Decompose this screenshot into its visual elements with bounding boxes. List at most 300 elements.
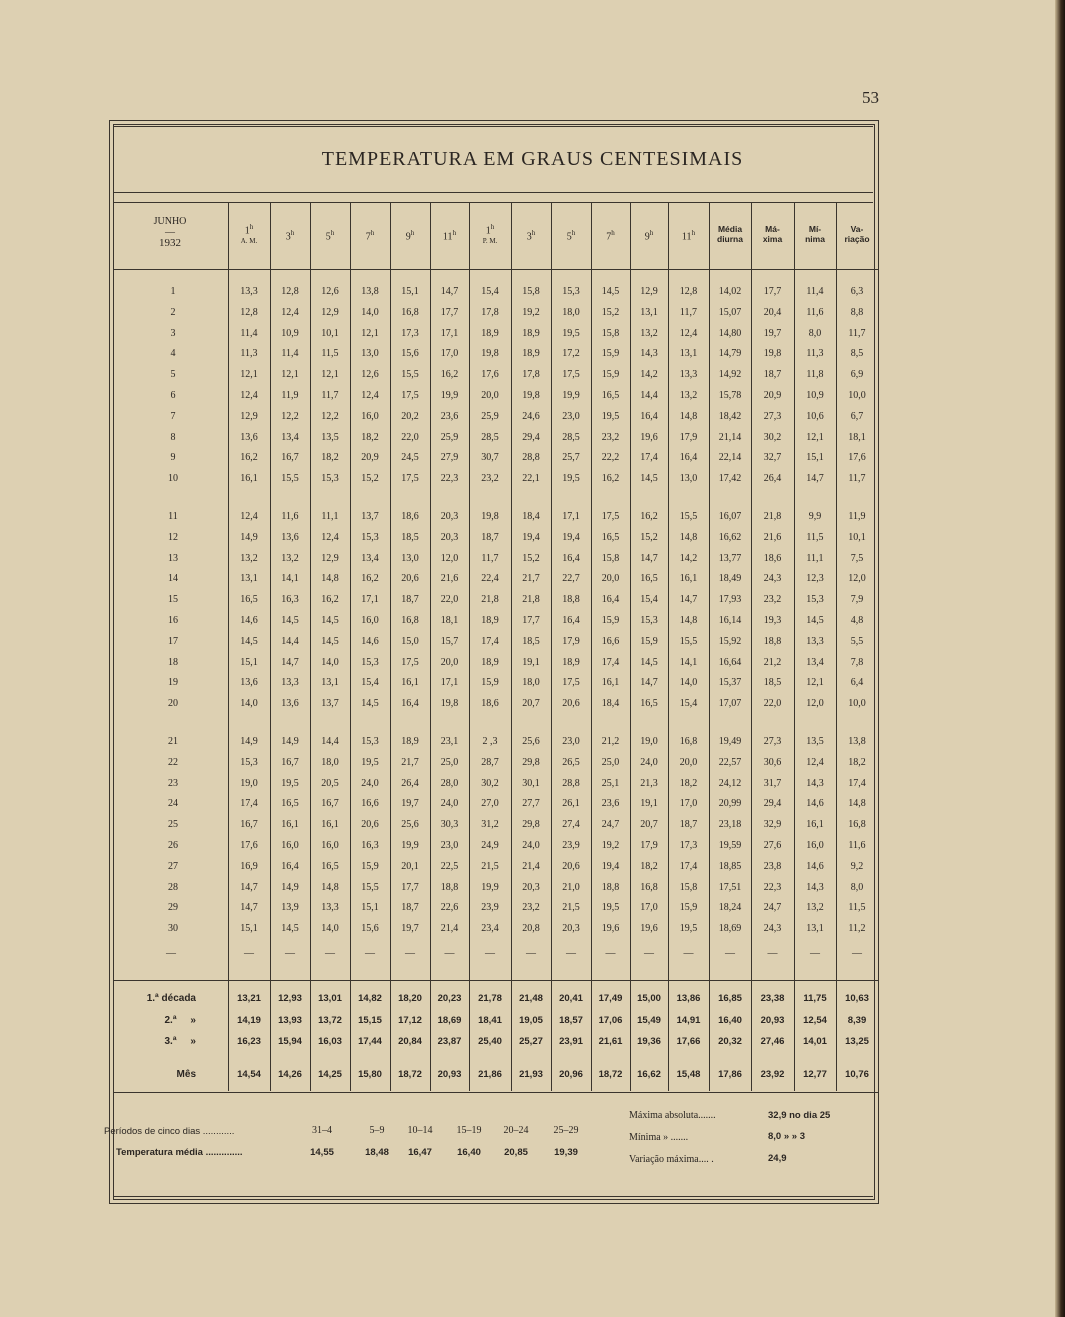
- table-cell: 19,8: [763, 348, 782, 360]
- table-cell: 17,1: [361, 594, 379, 606]
- table-cell: 28,5: [481, 431, 499, 443]
- table-cell: 14,6: [806, 798, 824, 810]
- table-cell: 17,6: [481, 369, 499, 381]
- table-cell: 21,6: [763, 531, 782, 543]
- table-cell: 15,3: [562, 286, 580, 297]
- summary-cell: 21,78: [478, 993, 502, 1004]
- table-cell: 12,4: [281, 306, 299, 318]
- table-cell: 16,8: [640, 881, 658, 893]
- min-label: Mínima » .......: [629, 1132, 689, 1143]
- period-mean: 20,85: [504, 1147, 528, 1158]
- table-cell: 15,4: [361, 677, 379, 689]
- month-cell: 16,62: [637, 1069, 661, 1080]
- table-cell: 15,5: [401, 369, 419, 381]
- table-cell: 14,4: [281, 635, 299, 647]
- table-cell: 10,6: [806, 410, 824, 422]
- table-cell: 21,4: [440, 923, 459, 935]
- table-cell: 14,9: [240, 736, 258, 747]
- table-cell: 14,0: [679, 677, 698, 689]
- table-cell: 16,5: [601, 531, 620, 543]
- table-cell: 24,7: [601, 819, 620, 831]
- table-cell: 14,8: [679, 615, 698, 626]
- table-cell: 14,8: [321, 881, 339, 893]
- hour-suffix: h: [691, 229, 696, 237]
- var-value: 24,9: [768, 1153, 787, 1164]
- summary-cell: 14,91: [676, 1015, 701, 1026]
- month-dash: —: [165, 227, 175, 238]
- day-number: 26: [168, 840, 178, 851]
- stat-header-line2: riação: [844, 234, 870, 244]
- table-cell: 23,2: [522, 902, 540, 914]
- hour-number: 7: [365, 231, 371, 243]
- table-cell: 20,99: [718, 798, 742, 810]
- table-cell: 23,2: [601, 431, 620, 443]
- table-cell: 16,2: [640, 511, 658, 522]
- table-cell: 22,1: [522, 473, 540, 485]
- table-cell: 17,0: [679, 798, 698, 810]
- table-cell: 7,5: [850, 552, 864, 564]
- table-cell: 15,6: [401, 348, 419, 360]
- hour-suffix: h: [452, 229, 457, 237]
- month-cell: 23,92: [760, 1069, 785, 1080]
- summary-cell: 8,39: [847, 1015, 867, 1026]
- summary-cell: 14,01: [803, 1036, 827, 1047]
- table-cell: 15,5: [281, 473, 299, 485]
- decade-label: 3.ª »: [164, 1036, 196, 1047]
- hour-number: 3: [285, 231, 291, 243]
- table-cell: 15,3: [640, 615, 658, 626]
- table-cell: 14,7: [240, 881, 258, 893]
- table-cell: 14,4: [640, 390, 658, 401]
- table-cell: 15,9: [601, 369, 620, 381]
- table-cell: 16,1: [679, 573, 698, 585]
- table-cell: 19,49: [718, 736, 742, 747]
- table-cell: 18,0: [562, 306, 580, 318]
- table-cell: 14,5: [321, 635, 339, 647]
- summary-cell: 17,66: [676, 1036, 701, 1047]
- table-cell: 8,5: [850, 348, 864, 360]
- day-number: 29: [168, 902, 178, 914]
- table-cell: 22,14: [718, 452, 742, 464]
- hour-suffix: h: [490, 223, 495, 231]
- table-cell: 17,7: [401, 881, 419, 893]
- table-cell: 14,3: [806, 881, 824, 893]
- table-cell: 13,2: [281, 552, 299, 564]
- table-cell: 17,9: [640, 840, 658, 851]
- table-cell: 7,9: [850, 594, 864, 606]
- table-cell: 20,5: [321, 777, 339, 789]
- table-cell: 15,9: [640, 635, 658, 647]
- period-mean: 16,47: [408, 1147, 432, 1158]
- dash-mark: —: [285, 948, 295, 959]
- day-number: 6: [170, 390, 176, 401]
- table-cell: 14,5: [601, 286, 620, 297]
- table-bottom-rule: [114, 1196, 873, 1197]
- table-cell: 20,6: [361, 819, 379, 831]
- table-cell: 23,18: [718, 819, 742, 831]
- table-cell: 13,1: [806, 923, 824, 935]
- table-cell: 11,1: [321, 511, 339, 522]
- table-cell: 23,6: [601, 798, 620, 810]
- table-cell: 17,7: [440, 306, 459, 318]
- table-cell: 23,9: [562, 840, 580, 851]
- summary-cell: 14,82: [358, 993, 382, 1004]
- month-cell: 18,72: [598, 1069, 623, 1080]
- table-cell: 14,80: [718, 327, 742, 339]
- table-cell: 14,02: [718, 286, 742, 297]
- table-cell: 15,1: [361, 902, 379, 914]
- table-cell: 23,4: [481, 923, 499, 935]
- table-cell: 19,9: [440, 390, 459, 401]
- month-header: JUNHO: [153, 216, 187, 227]
- table-cell: 16,0: [806, 840, 824, 851]
- summary-cell: 18,57: [559, 1015, 583, 1026]
- table-cell: 22,57: [718, 756, 742, 768]
- table-cell: 15,1: [240, 923, 258, 935]
- summary-cell: 15,94: [278, 1036, 302, 1047]
- day-number: 28: [168, 881, 178, 893]
- table-cell: 23,0: [440, 840, 459, 851]
- table-cell: 20,6: [562, 698, 580, 710]
- page-number: 53: [862, 88, 879, 107]
- table-cell: 25,1: [601, 777, 620, 789]
- table-cell: 12,1: [321, 369, 339, 381]
- table-cell: 18,69: [718, 923, 742, 935]
- table-cell: 12,1: [281, 369, 299, 381]
- table-cell: 13,77: [718, 552, 742, 564]
- table-cell: 14,92: [718, 369, 742, 381]
- table-cell: 12,0: [440, 552, 459, 564]
- table-cell: 30,6: [763, 756, 782, 768]
- table-cell: 29,4: [763, 798, 782, 810]
- table-cell: 14,3: [806, 777, 824, 789]
- table-cell: 30,2: [481, 777, 499, 789]
- summary-cell: 20,93: [760, 1015, 785, 1026]
- hour-suffix: h: [571, 229, 576, 237]
- table-cell: 20,6: [401, 573, 419, 585]
- table-cell: 20,3: [440, 511, 459, 522]
- table-cell: 13,6: [240, 431, 258, 443]
- table-cell: 19,4: [562, 531, 580, 543]
- table-cell: 26,1: [562, 798, 580, 810]
- table-cell: 17,6: [240, 840, 258, 851]
- table-cell: 18,1: [440, 615, 459, 626]
- table-cell: 18,8: [562, 594, 580, 606]
- table-cell: 19,8: [440, 698, 459, 710]
- table-cell: 18,7: [679, 819, 698, 831]
- table-cell: 14,7: [679, 594, 698, 606]
- table-cell: 12,9: [640, 286, 658, 297]
- table-cell: 17,4: [640, 452, 658, 464]
- table-cell: 29,8: [522, 756, 540, 768]
- table-cell: 14,8: [848, 798, 866, 810]
- table-cell: 12,4: [679, 327, 698, 339]
- hour-header: [551, 228, 591, 242]
- stat-header-line2: diurna: [717, 234, 743, 244]
- table-cell: 19,8: [481, 511, 499, 522]
- table-cell: 11,6: [848, 840, 866, 851]
- hour-suffix: h: [330, 229, 335, 237]
- table-cell: 16,1: [601, 677, 620, 689]
- table-cell: 18,7: [481, 531, 499, 543]
- table-cell: 27,7: [522, 798, 540, 810]
- table-cell: 15,3: [361, 736, 379, 747]
- table-cell: 9,2: [850, 860, 864, 872]
- hour-header: [470, 222, 510, 247]
- table-cell: 13,3: [679, 369, 698, 381]
- table-cell: 20,0: [440, 656, 459, 668]
- table-cell: 23,6: [440, 410, 459, 422]
- table-cell: 17,2: [562, 348, 580, 360]
- table-cell: 19,7: [401, 923, 419, 935]
- table-cell: 24,0: [361, 777, 379, 789]
- table-cell: 16,64: [718, 656, 742, 668]
- table-cell: 25,0: [601, 756, 620, 768]
- table-cell: 12,2: [281, 410, 299, 422]
- table-cell: 15,1: [806, 452, 824, 464]
- period-range: 15–19: [456, 1125, 482, 1136]
- day-number: 7: [170, 410, 176, 422]
- table-cell: 18,2: [321, 452, 339, 464]
- day-number: 25: [168, 819, 178, 831]
- table-cell: 17,0: [440, 348, 459, 360]
- table-cell: 13,2: [679, 390, 698, 401]
- var-label: Variação máxima.... .: [629, 1154, 714, 1165]
- table-cell: 31,7: [763, 777, 782, 789]
- table-cell: 25,9: [440, 431, 459, 443]
- table-cell: 6,9: [850, 369, 864, 381]
- month-cell: 10,76: [845, 1069, 869, 1080]
- table-cell: 14,5: [321, 615, 339, 626]
- table-cell: 16,2: [440, 369, 459, 381]
- table-cell: 21,8: [481, 594, 499, 606]
- table-cell: 12,0: [848, 573, 866, 585]
- table-cell: 16,8: [679, 736, 698, 747]
- table-cell: 14,5: [806, 615, 824, 626]
- table-cell: 14,0: [321, 656, 339, 668]
- summary-cell: 14,19: [237, 1015, 261, 1026]
- table-cell: 20,7: [522, 698, 540, 710]
- day-number: 19: [168, 677, 178, 689]
- table-cell: 15,5: [679, 635, 698, 647]
- table-cell: 16,6: [361, 798, 379, 810]
- table-cell: 15,3: [240, 756, 258, 768]
- table-cell: 28,8: [562, 777, 580, 789]
- table-cell: 11,7: [481, 552, 499, 564]
- month-cell: 21,93: [519, 1069, 543, 1080]
- table-cell: 26,4: [401, 777, 419, 789]
- table-cell: 14,9: [281, 881, 299, 893]
- table-cell: 30,3: [440, 819, 459, 831]
- table-cell: 14,5: [640, 473, 658, 485]
- table-cell: 16,5: [281, 798, 299, 810]
- table-cell: 18,7: [401, 902, 419, 914]
- table-cell: 13,5: [321, 431, 339, 443]
- table-cell: 12,8: [679, 286, 698, 297]
- table-cell: 13,1: [679, 348, 698, 360]
- table-cell: 16,5: [640, 698, 658, 710]
- table-cell: 17,5: [401, 656, 419, 668]
- table-cell: 14,0: [361, 306, 379, 318]
- hour-suffix: h: [611, 229, 615, 237]
- table-cell: 18,6: [401, 511, 419, 522]
- summary-cell: 13,21: [237, 993, 261, 1004]
- table-cell: 21,2: [763, 656, 782, 668]
- table-cell: 14,3: [640, 348, 658, 360]
- table-cell: 16,7: [281, 756, 299, 768]
- table-cell: 15,4: [481, 286, 499, 297]
- summary-cell: 25,27: [519, 1036, 543, 1047]
- table-cell: 17,42: [718, 473, 742, 485]
- table-cell: 16,8: [848, 819, 866, 831]
- table-cell: 16,14: [718, 615, 742, 626]
- table-cell: 27,3: [763, 410, 782, 422]
- period-mean: 14,55: [310, 1147, 334, 1158]
- month-cell: 20,93: [437, 1069, 462, 1080]
- table-cell: 32,7: [763, 452, 782, 464]
- dash-mark: —: [767, 948, 778, 959]
- table-cell: 20,7: [640, 819, 658, 831]
- table-cell: 16,2: [321, 594, 339, 606]
- table-cell: 10,0: [848, 698, 866, 710]
- table-cell: 11,9: [281, 390, 299, 401]
- table-cell: 14,7: [281, 656, 299, 668]
- table-cell: 18,49: [718, 573, 742, 585]
- dash-mark: —: [683, 948, 694, 959]
- table-cell: 18,4: [522, 511, 540, 522]
- day-number: 22: [168, 756, 178, 768]
- table-cell: 15,6: [361, 923, 379, 935]
- table-cell: 15,1: [240, 656, 258, 668]
- period-range: 25–29: [553, 1125, 579, 1136]
- table-cell: 16,2: [601, 473, 620, 485]
- summary-cell: 16,85: [718, 993, 742, 1004]
- table-cell: 22,5: [440, 860, 459, 872]
- table-cell: 19,59: [718, 840, 742, 851]
- summary-cell: 27,46: [760, 1036, 785, 1047]
- table-cell: 15,9: [679, 902, 698, 914]
- stat-header-line1: Va-: [850, 224, 864, 234]
- table-cell: 9,9: [808, 511, 822, 522]
- table-cell: 15,3: [361, 656, 379, 668]
- table-cell: 10,1: [321, 327, 339, 339]
- table-cell: 20,0: [679, 756, 698, 768]
- table-cell: 22,0: [440, 594, 459, 606]
- table-cell: 17,9: [562, 635, 580, 647]
- table-cell: 16,5: [240, 594, 258, 606]
- decade-label: 1.ª década: [146, 993, 196, 1004]
- book-spine-edge: [1055, 0, 1065, 1317]
- table-cell: 13,1: [640, 306, 658, 318]
- table-top-rule: [114, 126, 873, 127]
- table-cell: 19,5: [562, 473, 580, 485]
- table-cell: 13,6: [281, 531, 299, 543]
- summary-cell: 20,32: [718, 1036, 742, 1047]
- table-cell: 25,6: [522, 736, 540, 747]
- table-cell: 29,4: [522, 431, 540, 443]
- day-number: 30: [168, 923, 178, 935]
- table-cell: 17,5: [562, 369, 580, 381]
- period-mean: 19,39: [554, 1147, 578, 1158]
- hour-header: [669, 228, 709, 242]
- stat-header-line2: nima: [805, 234, 825, 244]
- table-cell: 17,51: [718, 881, 742, 893]
- table-cell: 21,2: [601, 736, 620, 747]
- dash-mark: —: [444, 948, 455, 959]
- table-cell: 13,2: [640, 327, 658, 339]
- table-cell: 30,1: [522, 777, 540, 789]
- table-cell: 17,5: [601, 511, 620, 522]
- table-cell: 15,3: [361, 531, 379, 543]
- table-cell: 23,0: [562, 410, 580, 422]
- hour-header: [390, 228, 430, 242]
- summary-cell: 13,72: [318, 1015, 342, 1026]
- table-cell: 30,7: [481, 452, 499, 464]
- table-cell: 18,4: [601, 698, 620, 710]
- table-cell: 13,0: [361, 348, 379, 360]
- table-cell: 13,3: [240, 286, 258, 297]
- table-cell: 14,7: [440, 286, 459, 297]
- hour-number: 1: [485, 225, 491, 237]
- table-cell: 11,1: [806, 552, 824, 564]
- table-cell: 16,7: [281, 452, 299, 464]
- table-cell: 18,8: [601, 881, 620, 893]
- table-cell: 15,9: [481, 677, 499, 689]
- title-bottom-rule: [114, 192, 873, 193]
- table-cell: 16,1: [401, 677, 419, 689]
- table-cell: 19,5: [361, 756, 379, 768]
- summary-cell: 12,54: [803, 1015, 827, 1026]
- month-cell: 12,77: [803, 1069, 827, 1080]
- table-cell: 12,8: [281, 286, 299, 297]
- hour-header: [310, 228, 350, 242]
- table-cell: 17,7: [522, 615, 540, 626]
- table-cell: 28,7: [481, 756, 499, 768]
- table-cell: 18,9: [522, 348, 540, 360]
- table-cell: 32,9: [763, 819, 782, 831]
- table-cell: 8,0: [808, 327, 822, 339]
- table-cell: 12,4: [240, 511, 258, 522]
- table-cell: 24,0: [522, 840, 540, 851]
- table-cell: 26,5: [562, 756, 580, 768]
- dash-mark: —: [566, 948, 576, 959]
- day-number: 21: [168, 736, 178, 747]
- table-cell: 15,2: [361, 473, 379, 485]
- summary-cell: 20,84: [398, 1036, 422, 1047]
- table-cell: 14,0: [321, 923, 339, 935]
- table-cell: 14,79: [718, 348, 742, 360]
- table-cell: 21,6: [440, 573, 459, 585]
- table-cell: 19,7: [763, 327, 782, 339]
- period-range: 10–14: [407, 1125, 433, 1136]
- period-range: 5–9: [369, 1125, 385, 1136]
- table-cell: 13,7: [321, 698, 339, 710]
- table-cell: 21,8: [763, 511, 782, 522]
- table-cell: 24,3: [763, 923, 782, 935]
- table-cell: 12,9: [240, 410, 258, 422]
- table-cell: 14,6: [240, 615, 258, 626]
- table-cell: 19,5: [679, 923, 698, 935]
- table-cell: 16,07: [718, 511, 742, 522]
- table-cell: 6,7: [850, 410, 864, 422]
- period-range: 31–4: [312, 1125, 332, 1136]
- table-cell: 17,3: [679, 840, 698, 851]
- table-cell: 10,9: [806, 390, 824, 401]
- table-cell: 17,93: [718, 594, 742, 606]
- table-cell: 25,9: [481, 410, 499, 422]
- dash-mark: —: [644, 948, 654, 959]
- table-cell: 24,9: [481, 840, 499, 851]
